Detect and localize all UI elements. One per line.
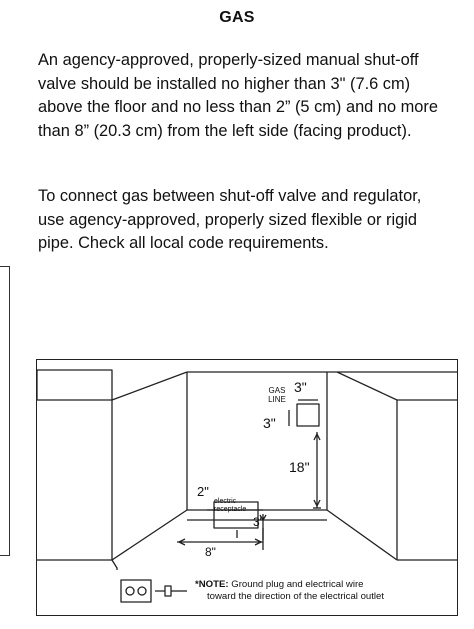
- left-cabinet-top: [37, 370, 187, 400]
- right-cabinet-side: [327, 372, 397, 560]
- ground-plug-note: [195, 579, 384, 603]
- bottom-offset-label: 8": [205, 545, 216, 559]
- gas-line-box: [297, 404, 319, 426]
- gas-line-label: [263, 386, 291, 404]
- note-line-1: [195, 579, 384, 591]
- receptacle-height-label: 3": [253, 515, 264, 529]
- right-cabinet-top: [327, 372, 458, 400]
- gas-height-label: 3": [263, 415, 276, 431]
- outlet-socket-right: [138, 587, 146, 595]
- left-cabinet-toe: [112, 560, 117, 570]
- cabinet-drawing: [37, 360, 458, 616]
- note-line-2: toward the direction of the electrical outlet: [207, 591, 385, 602]
- left-offset-label: 2": [197, 484, 209, 499]
- ground-plug-icon: [155, 586, 171, 596]
- left-cabinet-front-top: [37, 370, 112, 400]
- outlet-socket-left: [126, 587, 134, 595]
- section-title: GAS: [219, 9, 255, 26]
- installation-diagram: [36, 359, 458, 616]
- left-cabinet-side: [112, 400, 187, 560]
- shutoff-valve-paragraph: An agency-approved, properly-sized manual shut-off valve should be installed no higher than 3" (7.6 cm) above the floor and no less than 2” (5 cm) and no more than 8” (20.3 cm) from the left side (facing product).: [38, 51, 438, 140]
- gas-connection-paragraph: To connect gas between shut-off valve and regulator, use agency-approved, properly sized flexible or rigid pipe. Check all local code requirements.: [38, 187, 422, 252]
- note-line-1-text: Ground plug and electrical wire: [228, 579, 364, 590]
- receptacle-label: electric receptacle: [214, 498, 247, 513]
- left-margin-frame: [0, 266, 10, 556]
- note-prefix: *NOTE:: [195, 579, 229, 590]
- gas-line-text: GAS LINE: [268, 386, 286, 404]
- gas-width-label: 3": [294, 379, 307, 395]
- height-from-floor-label: 18": [289, 459, 310, 475]
